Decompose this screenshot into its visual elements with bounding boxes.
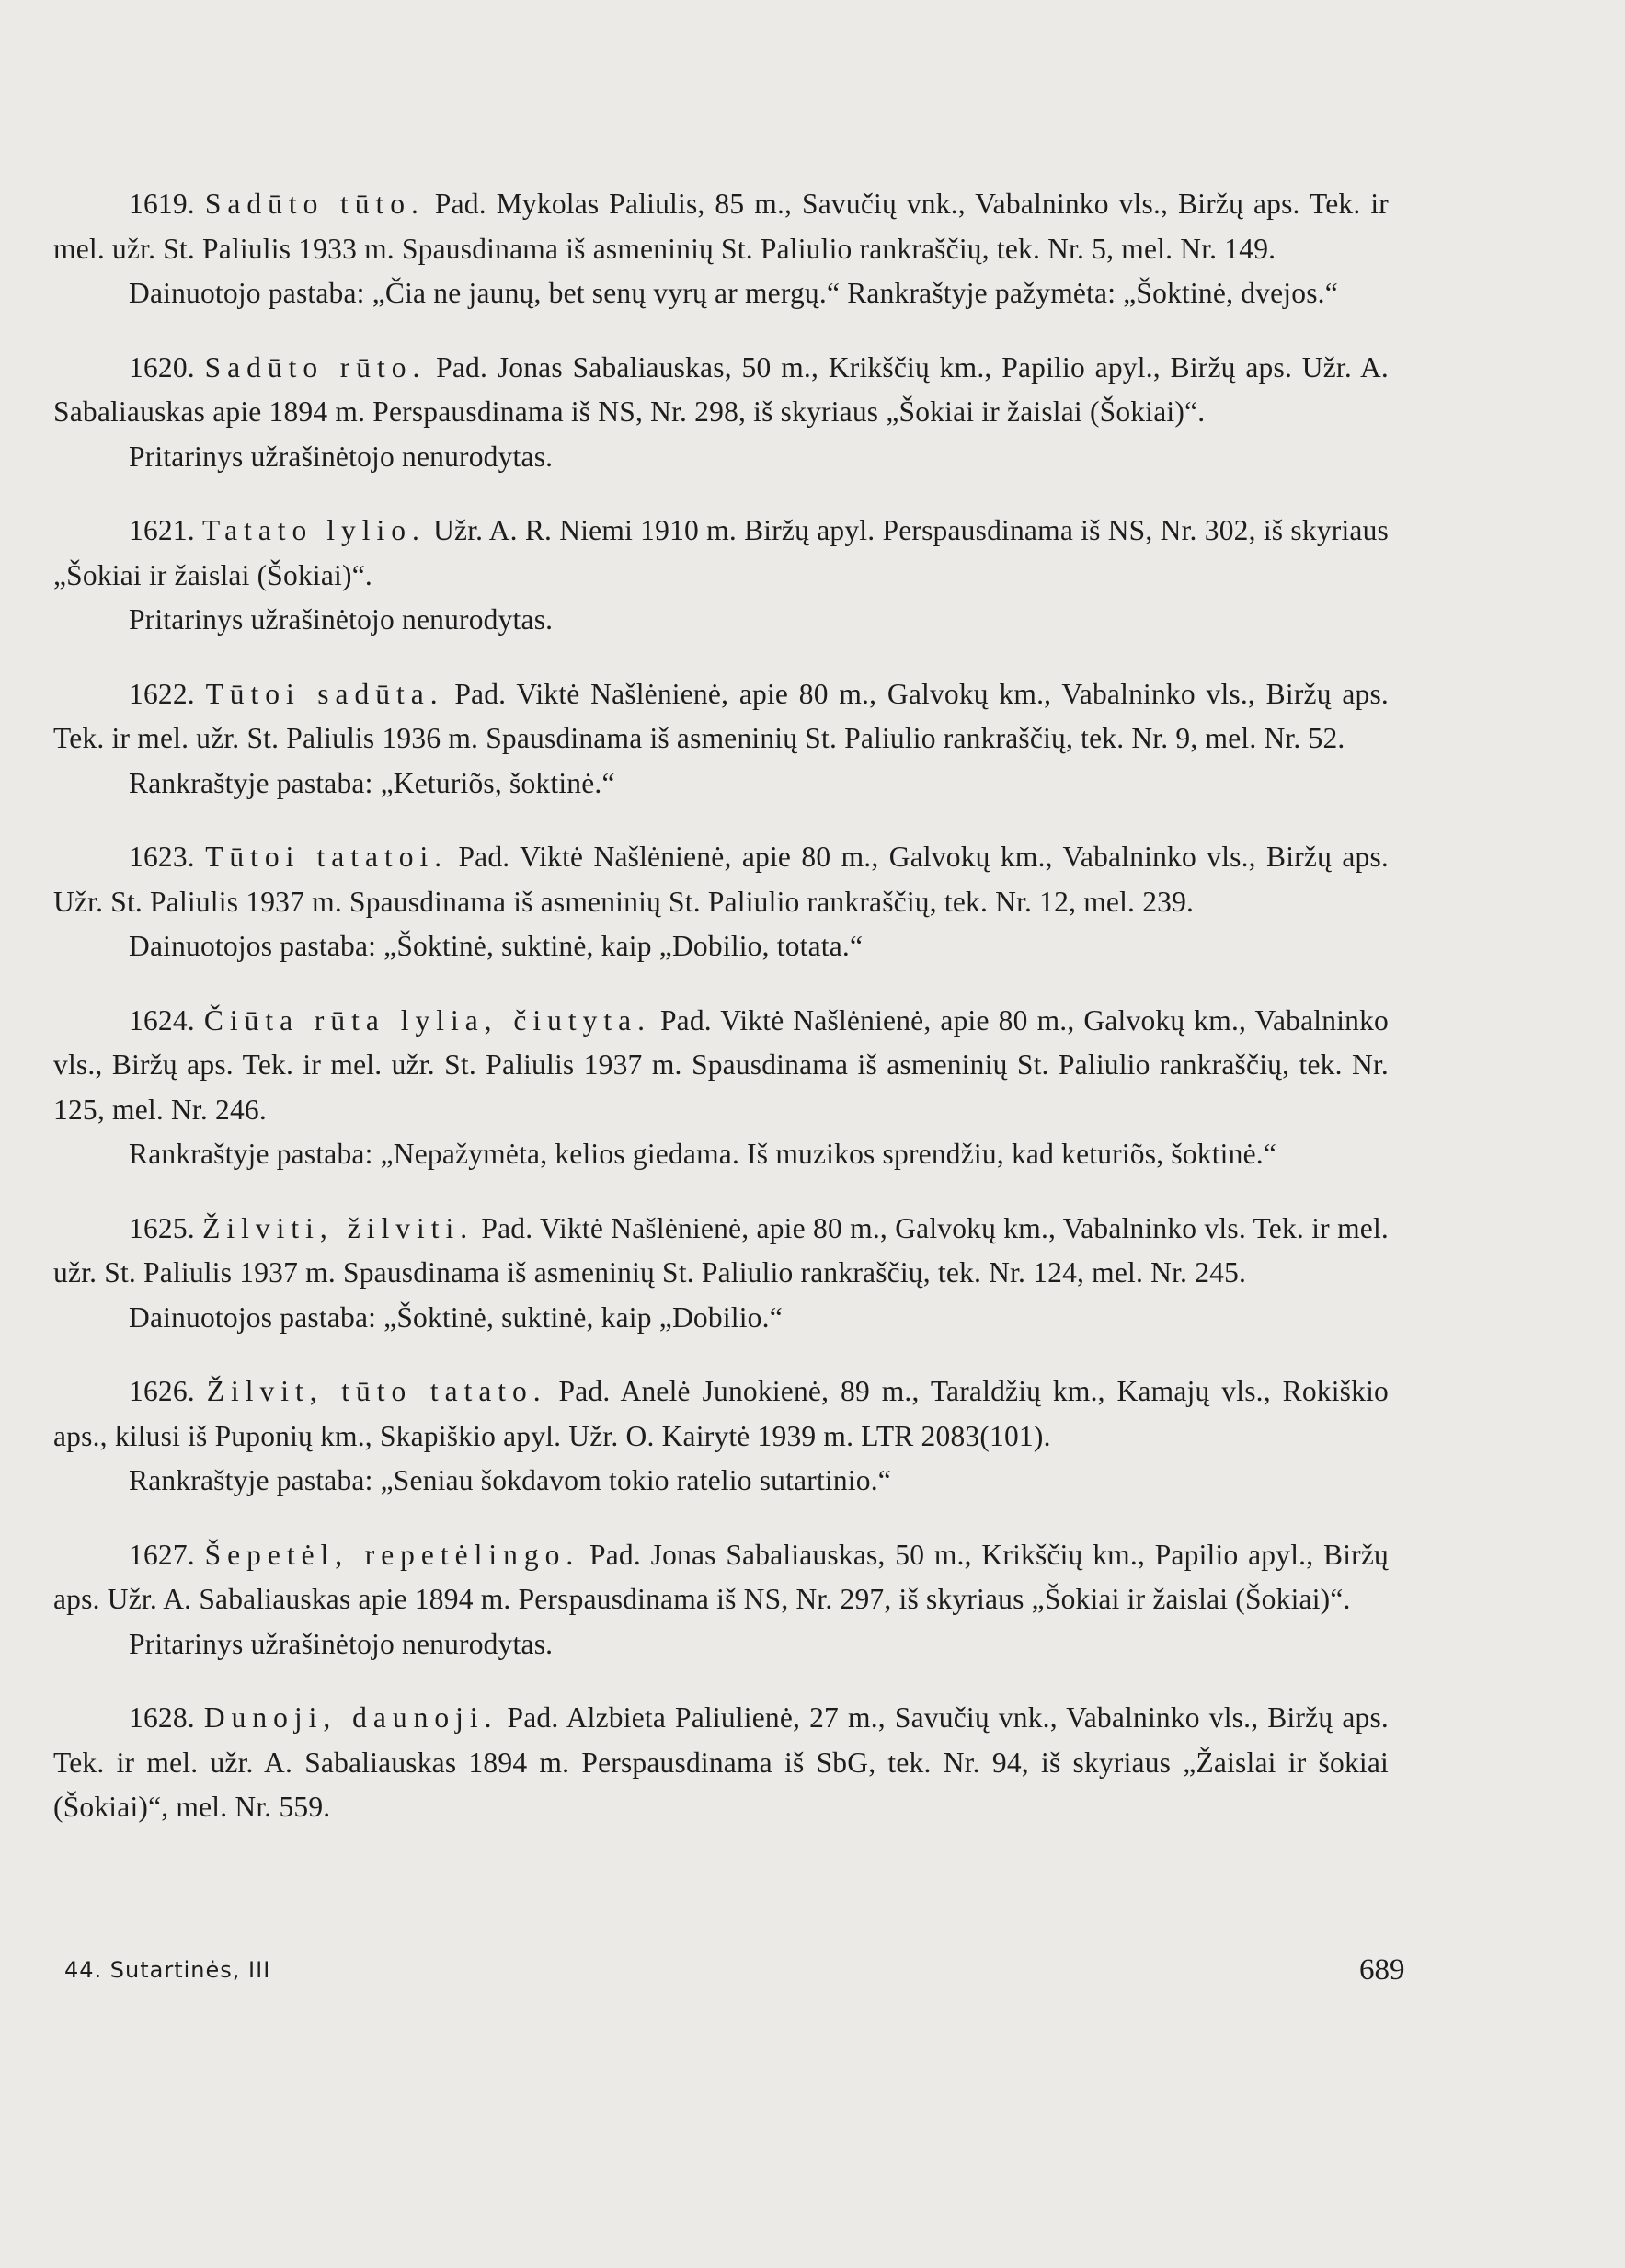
- entry-1628: [53, 1696, 1389, 1830]
- entry-body: Pad. Viktė Našlėnienė, apie 80 m., Galvokų km., Vabalninko vls., Biržų aps. Tek. ir mel. užr. St. Paliulis 1936 m. Spausdinama iš asmeninių St. Paliulio rankraščių, tek. Nr. 9, mel. Nr. 52.: [53, 677, 1390, 754]
- entry-title: Sadūto tūto.: [204, 188, 425, 220]
- entry-note: Dainuotojos pastaba: „Šoktinė, suktinė, kaip „Dobilio, totata.“: [129, 930, 864, 962]
- entry-title: Čiūta rūta lylia, čiutyta.: [203, 1003, 651, 1037]
- entry-title: Tūtoi tatatoi.: [205, 841, 449, 873]
- entry-body: Pad. Viktė Našlėnienė, apie 80 m., Galvokų km., Vabalninko vls., Biržų aps. Tek. ir mel. užr. St. Paliulis 1937 m. Spausdinama iš asmeninių St. Paliulio rankraščių, tek. Nr. 125, mel. Nr. 246.: [53, 1003, 1389, 1126]
- entry-title: Šepetėl, repetėlingo.: [204, 1538, 580, 1571]
- entry-note: Rankraštyje pastaba: „Seniau šokdavom tokio ratelio sutartinio.“: [129, 1464, 891, 1496]
- entry-note: Rankraštyje pastaba: „Nepažymėta, kelios giedama. Iš muzikos sprendžiu, kad keturiõs, šoktinė.“: [129, 1138, 1277, 1170]
- entry-body: Pad. Anelė Junokienė, 89 m., Taraldžių km., Kamajų vls., Rokiškio aps., kilusi iš Puponių km., Skapiškio apyl. Užr. O. Kairytė 1939 m. LTR 2083(101).: [53, 1375, 1389, 1452]
- entry-1623: [53, 835, 1389, 969]
- entry-number: 1628.: [129, 1701, 195, 1734]
- page-number: 689: [1359, 1953, 1405, 1987]
- entry-paragraph: [53, 182, 1389, 271]
- entry-body: Pad. Viktė Našlėnienė, apie 80 m., Galvokų km., Vabalninko vls. Tek. ir mel. užr. St. Paliulis 1937 m. Spausdinama iš asmeninių St. Paliulio rankraščių, tek. Nr. 124, mel. Nr. 245.: [53, 1211, 1390, 1289]
- entry-number: 1623.: [129, 841, 195, 873]
- entry-1620: [53, 346, 1389, 480]
- entries-block: [53, 182, 1389, 1860]
- entry-1627: [53, 1533, 1389, 1667]
- entry-note: Pritarinys užrašinėtojo nenurodytas.: [129, 1627, 554, 1660]
- entry-body: Pad. Viktė Našlėnienė, apie 80 m., Galvokų km., Vabalninko vls., Biržų aps. Užr. St. Paliulis 1937 m. Spausdinama iš asmeninių St. Paliulio rankraščių, tek. Nr. 12, mel. 239.: [53, 841, 1390, 918]
- entry-title: Žilviti, žilviti.: [202, 1211, 475, 1244]
- entry-title: Tūtoi sadūta.: [205, 677, 444, 710]
- entry-body: Pad. Jonas Sabaliauskas, 50 m., Krikščių km., Papilio apyl., Biržų aps. Užr. A. Sabaliauskas apie 1894 m. Perspausdinama iš NS, Nr. 297, iš skyriaus „Šokiai ir žaislai (Šokiai)“.: [53, 1538, 1389, 1615]
- entry-paragraph: [53, 346, 1389, 435]
- entry-number: 1621.: [129, 514, 195, 546]
- entry-1622: [53, 672, 1389, 807]
- entry-paragraph: [53, 999, 1389, 1133]
- entry-1624: [53, 999, 1389, 1177]
- signature-mark: 44. Sutartinės, III: [64, 1957, 271, 1983]
- entry-body: Užr. A. R. Niemi 1910 m. Biržų apyl. Perspausdinama iš NS, Nr. 302, iš skyriaus „Šokiai ir žaislai (Šokiai)“.: [53, 514, 1390, 591]
- entry-body: Pad. Mykolas Paliulis, 85 m., Savučių vnk., Vabalninko vls., Biržų aps. Tek. ir mel. užr. St. Paliulis 1933 m. Spausdinama iš asmeninių St. Paliulio rankraščių, tek. Nr. 5, mel. Nr. 149.: [53, 188, 1389, 265]
- entry-title: Dunoji, daunoji.: [203, 1701, 498, 1734]
- entry-paragraph: [53, 835, 1389, 924]
- entry-title: Sadūto rūto.: [204, 350, 427, 384]
- entry-note: Pritarinys užrašinėtojo nenurodytas.: [129, 603, 554, 636]
- entry-note: Dainuotojo pastaba: „Čia ne jaunų, bet senų vyrų ar mergų.“ Rankraštyje pažymėta: „Šoktinė, dvejos.“: [129, 277, 1338, 309]
- entry-paragraph: [53, 672, 1389, 762]
- entry-note: Dainuotojos pastaba: „Šoktinė, suktinė, kaip „Dobilio.“: [129, 1300, 783, 1334]
- entry-1626: [53, 1369, 1389, 1504]
- entry-number: 1625.: [129, 1211, 195, 1244]
- entry-1619: [53, 182, 1389, 316]
- entry-number: 1620.: [129, 350, 195, 384]
- entry-paragraph: [53, 1696, 1389, 1830]
- entry-number: 1627.: [129, 1538, 195, 1571]
- entry-number: 1626.: [129, 1375, 195, 1407]
- entry-number: 1624.: [129, 1003, 195, 1037]
- entry-title: Žilvit, tūto tatato.: [206, 1375, 547, 1407]
- entry-note: Pritarinys užrašinėtojo nenurodytas.: [129, 440, 554, 473]
- entry-body: Pad. Jonas Sabaliauskas, 50 m., Krikščių km., Papilio apyl., Biržų aps. Užr. A. Sabaliauskas apie 1894 m. Perspausdinama iš NS, Nr. 298, iš skyriaus „Šokiai ir žaislai (Šokiai)“.: [53, 350, 1390, 428]
- entry-body: Pad. Alzbieta Paliulienė, 27 m., Savučių vnk., Vabalninko vls., Biržų aps. Tek. ir mel. užr. A. Sabaliauskas 1894 m. Perspausdinama iš SbG, tek. Nr. 94, iš skyriaus „Žaislai ir šokiai (Šokiai)“, mel. Nr. 559.: [53, 1701, 1389, 1823]
- entry-1625: [53, 1207, 1389, 1341]
- entry-paragraph: [53, 1533, 1389, 1622]
- entry-paragraph: [53, 509, 1389, 598]
- entry-number: 1622.: [129, 677, 195, 710]
- entry-note: Rankraštyje pastaba: „Keturiõs, šoktinė.“: [129, 766, 615, 799]
- entry-number: 1619.: [129, 188, 195, 220]
- entry-title: Tatato lylio.: [202, 514, 426, 546]
- entry-paragraph: [53, 1207, 1389, 1296]
- entry-paragraph: [53, 1369, 1389, 1459]
- entry-1621: [53, 509, 1389, 643]
